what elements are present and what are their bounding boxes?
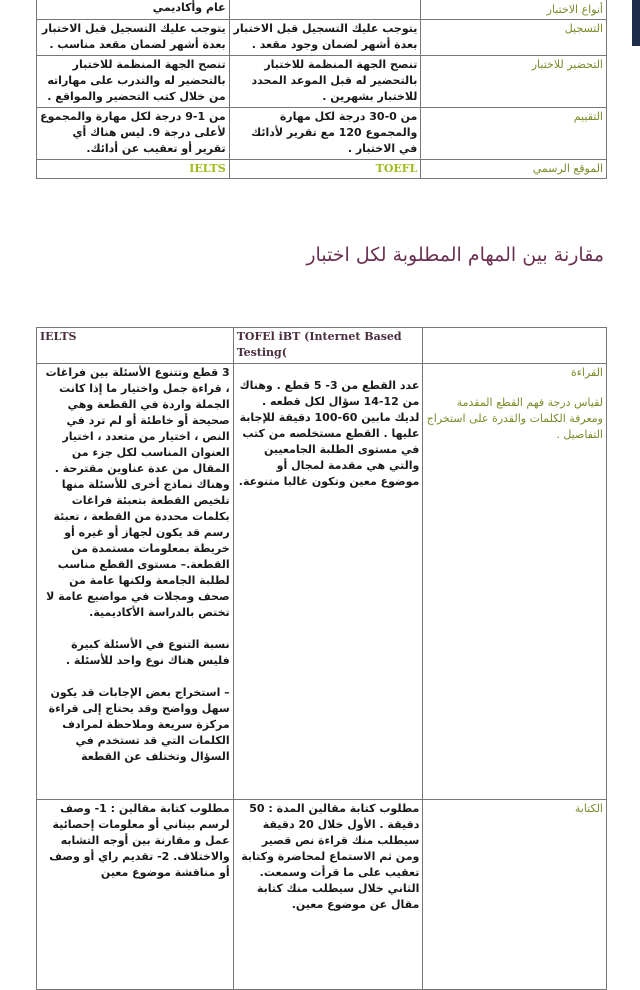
row-label-writing: الكتابة bbox=[423, 800, 607, 990]
table-row bbox=[37, 20, 607, 56]
row-label-preparation: التحضير للاختبار bbox=[421, 56, 607, 108]
table-row bbox=[37, 108, 607, 160]
ielts-reading-text-1: 3 قطع وتتنوع الأسئلة بين فراغات ، قراءة جمل واختيار ما إذا كانت الجملة واردة في القطعة وهي صحيحة أو خاطئة أو لم ترد في النص ، اختيار من متعدد ، اختيار العنوان المناسب لكل جزء من المقال من عدة عناوين مقترحة . وهناك نماذج أخرى للأسئلة منها تلخيص القطعة بتعبئة فراغات بكلمات محددة من القطعة ، تعبئة رسم قد يكون لجهاز أو غيره أو خريطة بمعلومات مستمدة من القطعة.– مستوى القطع مناسب لطلبة الجامعة ولكنها عامة من صحف ومجلات في مواضيع عامة لا تختص بالدراسة الأكاديمية. bbox=[45, 366, 230, 619]
ielts-site-link[interactable]: IELTS bbox=[37, 160, 230, 179]
table-row bbox=[37, 0, 607, 20]
ielts-scoring: من 1-9 درجة لكل مهارة والمجموع لأعلى درجة 9. ليس هناك أي تقرير أو تعقيب عن أدائك. bbox=[37, 108, 230, 160]
table-row bbox=[37, 364, 607, 800]
section-title: مقارنة بين المهام المطلوبة لكل اختبار bbox=[306, 244, 604, 266]
header-toefl: TOFEl iBT (Internet Based Testing( bbox=[233, 328, 423, 364]
row-label-official-site: الموقع الرسمي bbox=[421, 160, 607, 179]
table-row bbox=[37, 800, 607, 990]
ielts-preparation: تنصح الجهة المنظمة للاختبار بالتحضير له والتدرب على مهاراته من خلال كتب التحضير والمواقع . bbox=[37, 56, 230, 108]
comparison-table-general bbox=[36, 0, 607, 179]
row-label-registration: التسجيل bbox=[421, 20, 607, 56]
toefl-preparation: تنصح الجهة المنظمة للاختبار بالتحضير له قبل الموعد المحدد للاختبار بشهرين . bbox=[229, 56, 421, 108]
toefl-reading-text: عدد القطع من 3- 5 قطع . وهناك من 12-14 سؤال لكل قطعه . لديك مابين 60-100 دقيقة للإجابة عليها . القطع مستخلصه من كتب في مستوى الطلبة الجامعيين والتي هي مقدمة لمجال أو موضوع معين وتكون غالبا متنوعة. bbox=[238, 379, 420, 488]
toefl-writing: مطلوب كتابة مقالين المدة : 50 دقيقة . الأول خلال 20 دقيقة سيطلب منك قراءة نص قصير ومن ثم الاستماع لمحاضرة وكتابة تعقيب على ما قرأت وسمعت. الثاني خلال سيطلب منك كتابة مقال عن موضوع معين. bbox=[233, 800, 423, 990]
row-label-test-types: أنواع الاختبار bbox=[421, 0, 607, 20]
comparison-table-tasks bbox=[36, 327, 607, 990]
header-ielts: IELTS bbox=[37, 328, 234, 364]
ielts-reading-text-2: نسبة التنوع في الأسئلة كبيرة فليس هناك نوع واحد للأسئلة . bbox=[65, 638, 230, 667]
toefl-scoring: من 0-30 درجة لكل مهارة والمجموع 120 مع تقرير لأدائك في الاختبار . bbox=[229, 108, 421, 160]
edge-tab bbox=[632, 0, 640, 46]
row-label-reading bbox=[423, 364, 607, 800]
table-row bbox=[37, 56, 607, 108]
toefl-reading bbox=[233, 364, 423, 800]
ielts-writing: مطلوب كتابة مقالين : 1- وصف لرسم بيناني أو معلومات إحصائية عمل و مقارنة بين أوجه التشابه والاختلاف. 2- تقديم راي أو وصف أو مناقشة موضوع معين bbox=[37, 800, 234, 990]
header-empty bbox=[423, 328, 607, 364]
row-label-scoring: التقييم bbox=[421, 108, 607, 160]
reading-description: لقياس درجة فهم القطع المقدمة ومعرفة الكلمات والقدرة على استخراج التفاصيل . bbox=[426, 396, 603, 441]
ielts-reading bbox=[37, 364, 234, 800]
table-row bbox=[37, 160, 607, 179]
ielts-reading-text-3: – استخراج بعض الإجابات قد يكون سهل وواضح وقد يحتاج إلى قراءة مركزة سريعة وملاحظة لمرادف الكلمات التي قد تستخدم في السؤال وتختلف عن القطعة bbox=[48, 686, 230, 763]
table-header-row bbox=[37, 328, 607, 364]
ielts-registration: يتوجب عليك التسجيل قبل الاختبار بعدة أشهر لضمان مقعد مناسب . bbox=[37, 20, 230, 56]
reading-label: القراءة bbox=[570, 366, 603, 379]
toefl-test-types bbox=[229, 0, 421, 20]
toefl-registration: يتوجب عليك التسجيل قبل الاختبار بعدة أشهر لضمان وجود مقعد . bbox=[229, 20, 421, 56]
toefl-site-link[interactable]: TOEFL bbox=[229, 160, 421, 179]
ielts-test-types: عام وأكاديمي bbox=[37, 0, 230, 20]
